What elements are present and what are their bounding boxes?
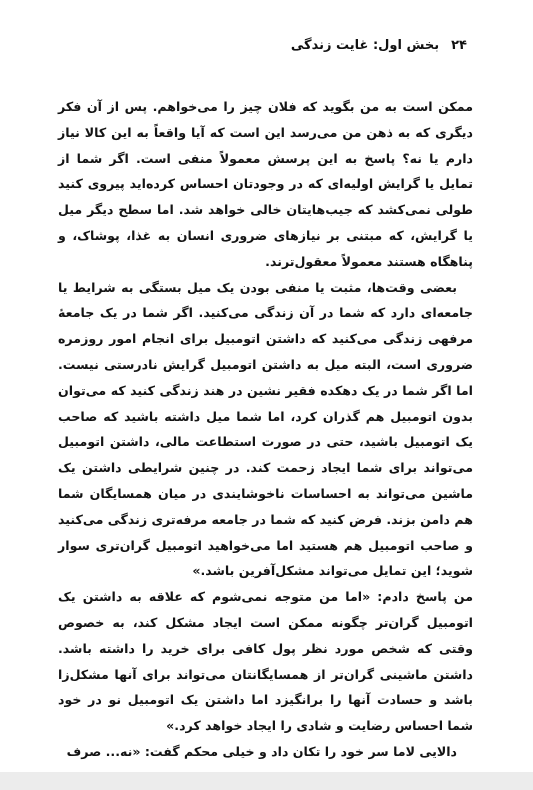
paragraph-2: بعضی وقت‌ها، مثبت یا منفی بودن یک میل بستگی به شرایط یا جامعه‌ای دارد که شما در آن زندگی می‌کنید. اگر شما در یک جامعهٔ مرفهی زندگی می‌کنید که داشتن اتومبیل برای انجام امور روزمره ضروری است، البته میل به داشتن اتومبیل گرایش نادرستی نیست. اما اگر شما در یک دهکده فقیر نشین در هند زندگی کنید که می‌توان بدون اتومبیل هم گذران کرد، اما شما میل داشته باشید که صاحب یک اتومبیل باشید، حتی در صورت استطاعت مالی، داشتن اتومبیل می‌تواند برای شما ایجاد زحمت کند. در چنین شرایطی داشتن یک ماشین می‌تواند به احساسات ناخوشایندی در میان همسایگان شما هم دامن بزند. فرض کنید که شما در جامعه مرفه‌تری زندگی می‌کنید و صاحب اتومبیل هم هستید اما می‌خواهید اتومبیل گران‌تری سوار شوید؛ این تمایل می‌تواند مشکل‌آفرین باشد.» — [58, 279, 473, 579]
paragraph-3: من پاسخ دادم: «اما من متوجه نمی‌شوم که علاقه به داشتن یک اتومبیل گران‌تر چگونه ممکن است ایجاد مشکل کند، به خصوص وقتی که شخص مورد نظر پول کافی برای خرید را داشته باشد. داشتن ماشینی گران‌تر از همسایگانتان می‌تواند برای آنها مشکل‌زا باشد و حسادت آنها را برانگیزد اما داشتن یک اتومبیل نو در خود شما احساس رضایت و شادی را ایجاد خواهد کرد.» — [58, 589, 473, 734]
bottom-margin-strip — [0, 772, 533, 790]
page-number: ۲۴ — [451, 38, 467, 53]
running-header — [60, 38, 467, 53]
paragraph-1: ممکن است به من بگوید که فلان چیز را می‌خواهم. پس از آن فکر دیگری که به ذهن من می‌رسد این است که آیا واقعاً به این کالا نیاز دارم یا نه؟ پاسخ به این پرسش معمولاً منفی است. اگر شما از تمایل یا گرایش اولیه‌ای که در وجودتان احساس کرده‌اید پیروی کنید طولی نمی‌کشد که جیب‌هایتان خالی خواهد شد. اما سطح دیگر میل یا گرایش، که مبتنی بر نیازهای ضروری انسان به غذا، پوشاک، و پناهگاه هستند معمولاً معقول‌ترند. — [58, 99, 473, 269]
section-title: بخش اول: غایت زندگی — [290, 38, 440, 53]
body-text — [58, 94, 473, 765]
paragraph-4: دالایی لاما سر خود را تکان داد و خیلی محکم گفت: «نه... صرف — [66, 743, 457, 759]
